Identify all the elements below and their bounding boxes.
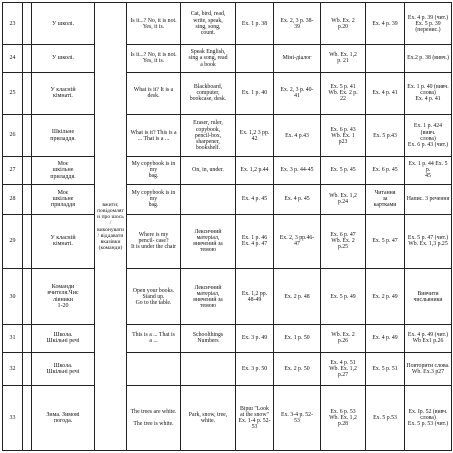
writing-cell: Wb. Ex. 1,2 p. 21 xyxy=(321,45,366,72)
speaking-cell: Ex. 2, 3 pp.46- 47 xyxy=(274,214,321,269)
homework-cell: Ex. 4 p. 39 (чит.) Ex. 5 p. 39 (перенис.) xyxy=(405,3,452,45)
writing-cell: Ex. 6 p. 53 Wb. Ex. 1,2 p.28 xyxy=(321,386,366,451)
vocabulary-cell: Лексичний матеріал, вивчений за темою xyxy=(181,214,236,269)
speaking-cell: Ex. 4 p. 45 xyxy=(274,184,321,214)
listening-cell: Ex. 3 p. 49 xyxy=(236,325,274,352)
homework-cell: Ex. 1 p. 424 (вивч. слова) Ex. 6 p. 43 (чит.) xyxy=(405,114,452,156)
lesson-number-cell: 33 xyxy=(3,386,23,451)
topic-cell: Моє шкільне приладдя. xyxy=(32,157,95,184)
grammar-structures-cell: Is it...? No, it is not. Yes, it is. xyxy=(127,45,181,72)
topic-cell: У класній кімнаті. xyxy=(32,214,95,269)
listening-cell xyxy=(236,45,274,72)
table-row xyxy=(3,214,452,269)
date-cell xyxy=(23,114,32,156)
reading-cell: Ex. 6 p. 45 xyxy=(366,157,405,184)
vocabulary-cell: Speak English, sing a song, read a book xyxy=(181,45,236,72)
reading-cell: Ex. 5 p. 47 xyxy=(366,214,405,269)
grammar-structures-cell xyxy=(127,352,181,386)
reading-cell: Читання за картками xyxy=(366,184,405,214)
date-cell xyxy=(23,157,32,184)
topic-cell: Школа. Шкільні речі xyxy=(32,352,95,386)
homework-cell: Ex. 4 p. 49 (чит.) Wb Ex1 p.26 xyxy=(405,325,452,352)
table-row xyxy=(3,352,452,386)
lesson-plan-page xyxy=(2,2,451,451)
homework-cell: Повторити слова. Wb. Ex.3 p27 xyxy=(405,352,452,386)
grammar-structures-cell: Where is my pencil- case? It is under the chair xyxy=(127,214,181,269)
reading-cell: Ex. 4 p. 49 xyxy=(366,325,405,352)
lesson-number-cell: 27 xyxy=(3,157,23,184)
date-cell xyxy=(23,214,32,269)
speaking-cell: Ex. 1 p. 50 xyxy=(274,325,321,352)
lesson-number-cell: 28 xyxy=(3,184,23,214)
vocabulary-cell: Park, snow, tree, white. xyxy=(181,386,236,451)
date-cell xyxy=(23,269,32,325)
topic-cell: Школа. Шкільні речі xyxy=(32,325,95,352)
writing-cell: Ex. 5 p. 41 Wb. Ex. 2 p. 22 xyxy=(321,72,366,114)
writing-cell: Ex. 5 p. 45 xyxy=(321,157,366,184)
topic-cell: У школі. xyxy=(32,45,95,72)
speaking-cell: Міні-діалог xyxy=(274,45,321,72)
vocabulary-cell: Cat, bird, read, write, speak, sing, song, count. xyxy=(181,3,236,45)
table-row xyxy=(3,386,452,451)
reading-cell: Ex. 2 p. 49 xyxy=(366,269,405,325)
speaking-cell: Ex. 4 p.43 xyxy=(274,114,321,156)
writing-cell: Wb. Ex. 2 p.26 xyxy=(321,325,366,352)
reading-cell: Ex. 5 p. 51 xyxy=(366,352,405,386)
table-row xyxy=(3,114,452,156)
date-cell xyxy=(23,45,32,72)
lesson-plan-body xyxy=(3,3,452,451)
grammar-structures-cell: My copybook is in my bag. xyxy=(127,157,181,184)
table-row xyxy=(3,72,452,114)
grammar-structures-cell: The trees are white. The tree is white. xyxy=(127,386,181,451)
table-row xyxy=(3,157,452,184)
speaking-cell: Ex. 2, 3 p. 38- 39 xyxy=(274,3,321,45)
table-row xyxy=(3,269,452,325)
homework-cell: Ex. 1 p. 40 (вивч. слова) Ex. 4 p. 41 xyxy=(405,72,452,114)
homework-cell: Ex. 1 p. 44 Ex. 5 p. 45 xyxy=(405,157,452,184)
grammar-structures-cell: What is it? It is a desk. xyxy=(127,72,181,114)
speaking-cell: Ex. 2 p. 50 xyxy=(274,352,321,386)
writing-cell: Ex. 5 p. 49 xyxy=(321,269,366,325)
grammar-structures-cell: What is it? This is a ... That is a ... xyxy=(127,114,181,156)
reading-cell: Ex. 5 p.53 xyxy=(366,386,405,451)
table-row xyxy=(3,3,452,45)
homework-cell: Ex.2 p. 38 (вивч.) xyxy=(405,45,452,72)
lesson-number-cell: 24 xyxy=(3,45,23,72)
lesson-number-cell: 30 xyxy=(3,269,23,325)
listening-cell: Ex. 1 p. 46 Ex. 4 p. 47 xyxy=(236,214,274,269)
listening-cell: Ex. 4 p. 45 xyxy=(236,184,274,214)
reading-cell xyxy=(366,45,405,72)
table-row xyxy=(3,45,452,72)
grammar-structures-cell: My copybook is in my bag. xyxy=(127,184,181,214)
grammar-structures-cell: Open your books. Stand up. Go to the table. xyxy=(127,269,181,325)
table-row xyxy=(3,325,452,352)
speaking-cell: Ex. 3 p. 44-45 xyxy=(274,157,321,184)
grammar-structures-cell: Is it...? No, it is not. Yes, it is. xyxy=(127,3,181,45)
grammar-structures-cell: This is a ... That is a ... xyxy=(127,325,181,352)
vocabulary-cell xyxy=(181,184,236,214)
listening-cell: Ex. 1 p. 40 xyxy=(236,72,274,114)
lesson-plan-table xyxy=(2,2,452,451)
lesson-number-cell: 23 xyxy=(3,3,23,45)
date-cell xyxy=(23,386,32,451)
lesson-number-cell: 32 xyxy=(3,352,23,386)
homework-cell: Напис. 3 речення xyxy=(405,184,452,214)
reading-cell: Ex. 4 p. 39 xyxy=(366,3,405,45)
homework-cell: Ex. Ip. 52 (вивч. слова) Ex. 5 p. 53 (чит.) xyxy=(405,386,452,451)
speaking-cell: Ex. 2, 3 p. 40- 41 xyxy=(274,72,321,114)
topic-cell: Моє шкільне приладдя xyxy=(32,184,95,214)
listening-cell: Ex. 1 p. 38 xyxy=(236,3,274,45)
date-cell xyxy=(23,184,32,214)
vocabulary-cell: On, in, under. xyxy=(181,157,236,184)
writing-cell: Wb. Ex. 2 p.20 xyxy=(321,3,366,45)
topic-cell: Зима. Зимові погода. xyxy=(32,386,95,451)
date-cell xyxy=(23,325,32,352)
date-cell xyxy=(23,352,32,386)
lesson-number-cell: 31 xyxy=(3,325,23,352)
vocabulary-cell xyxy=(181,352,236,386)
lesson-number-cell: 29 xyxy=(3,214,23,269)
speaking-cell: Ex. 3-4 p. 52- 53 xyxy=(274,386,321,451)
vocabulary-cell: Лексичний матеріал, вивчений за темою xyxy=(181,269,236,325)
vocabulary-cell: Schoolthings Numbers xyxy=(181,325,236,352)
listening-cell: Ex. 1,2 3 pp. 42 xyxy=(236,114,274,156)
table-row xyxy=(3,184,452,214)
listening-cell: Ex. 3 p. 50 xyxy=(236,352,274,386)
reading-cell: Ex. 4 p. 41 xyxy=(366,72,405,114)
listening-cell: Ex. 1,2 p.44 xyxy=(236,157,274,184)
writing-cell: Ex. 6 p. 43 Wb. Ex. 1 p23 xyxy=(321,114,366,156)
vocabulary-cell: Eraser, ruler, copybook, pencil-box, sharpener, bookshelf. xyxy=(181,114,236,156)
speaking-cell: Ex. 2 p. 48 xyxy=(274,269,321,325)
topic-cell: Команди вчителя.Чис лівники 1-20 xyxy=(32,269,95,325)
homework-cell: Ex. 5 p. 47 (чит.) Wb. Ex. 1,3 p.25 xyxy=(405,214,452,269)
vocabulary-cell: Blackboard, computer, bookcase, desk. xyxy=(181,72,236,114)
lesson-number-cell: 26 xyxy=(3,114,23,156)
lesson-number-cell: 25 xyxy=(3,72,23,114)
date-cell xyxy=(23,72,32,114)
homework-cell: Вивчити числьвники xyxy=(405,269,452,325)
writing-cell: Wb. Ex. 1,2 p.24 xyxy=(321,184,366,214)
topic-cell: У класній кімнаті. xyxy=(32,72,95,114)
reading-cell: Ex. 5 p.43 xyxy=(366,114,405,156)
listening-cell: Вірш "Look at the snow" Ex. 1-4 p. 52- 53 xyxy=(236,386,274,451)
topic-cell: У школі. xyxy=(32,3,95,45)
date-cell xyxy=(23,3,32,45)
listening-cell: Ex. 1,2 pp. 48-49 xyxy=(236,269,274,325)
communicative-functions-cell: вжити; повідомлят и про шось / виконувати / віддавати вказівки (команди) xyxy=(95,3,127,451)
topic-cell: Шкільне приладдя. xyxy=(32,114,95,156)
writing-cell: Ex. 4 p. 51 Wb. Ex. 1,2 p.27 xyxy=(321,352,366,386)
writing-cell: Ex. 6 p. 47 Wb. Ex. 2 p.25 xyxy=(321,214,366,269)
